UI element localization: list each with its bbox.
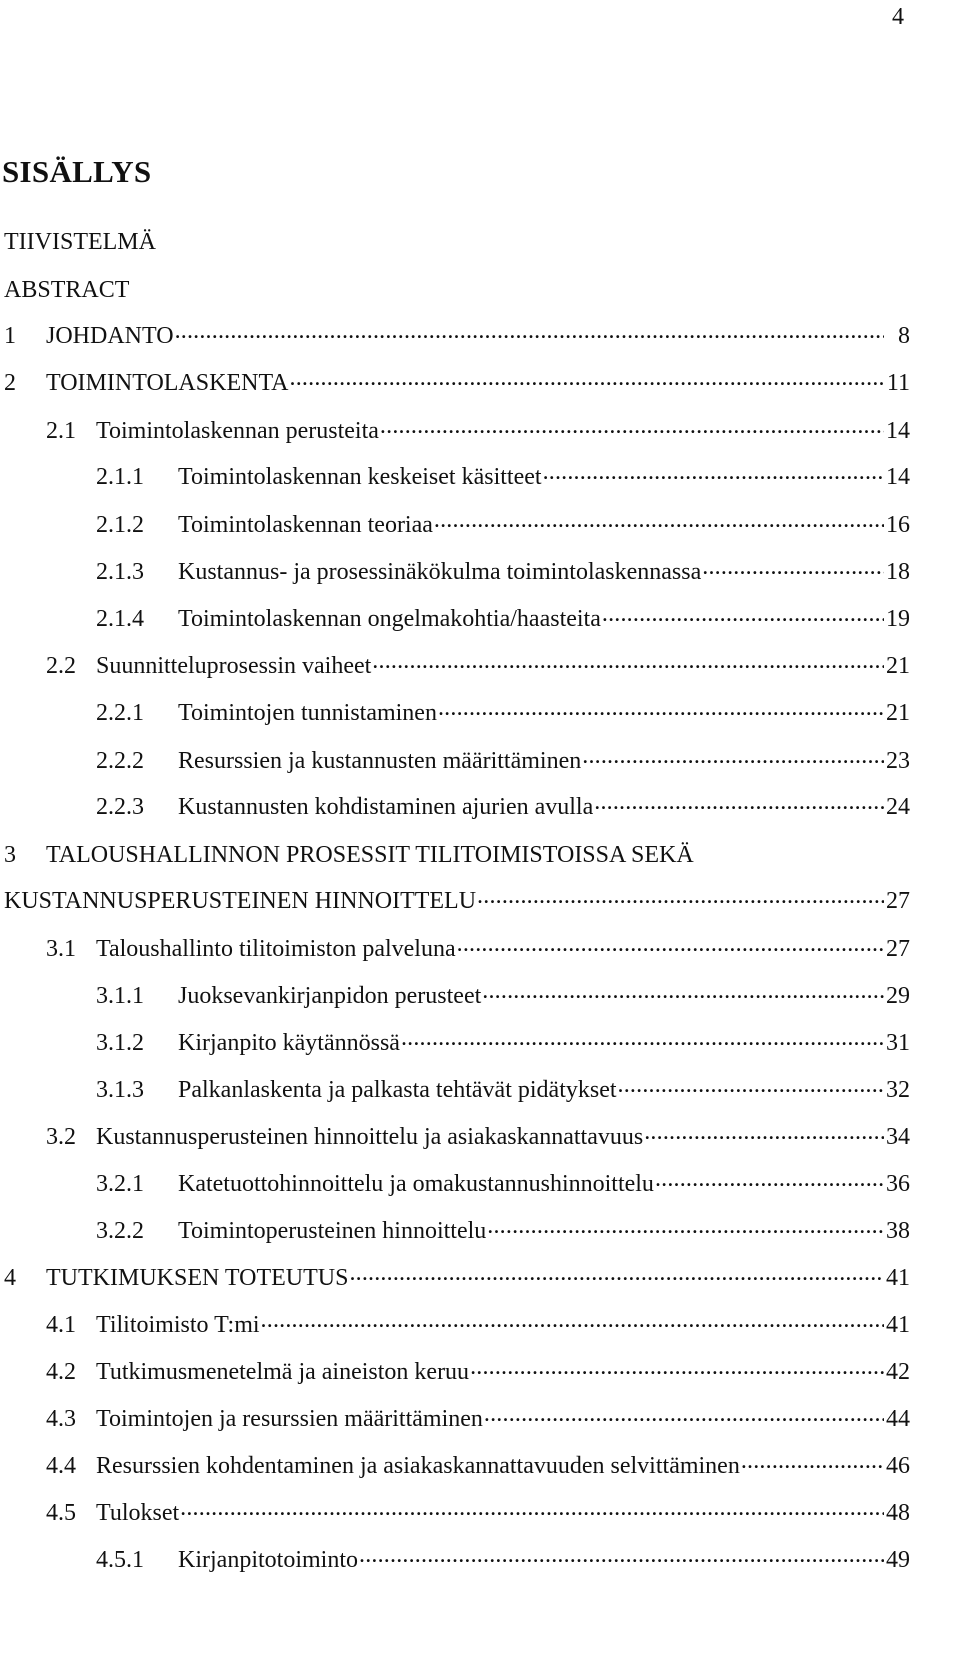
- dot-leader: [434, 508, 884, 532]
- toc-entry-title: Katetuottohinnoittelu ja omakustannushinnoittelu: [178, 1171, 654, 1197]
- toc-entry-3-1-3[interactable]: [4, 1070, 910, 1110]
- toc-entry-page: 36: [886, 1171, 910, 1197]
- toc-entry-page: 18: [886, 559, 910, 585]
- dot-leader: [482, 979, 884, 1003]
- toc-entry-number: 3.2.2: [96, 1218, 144, 1244]
- dot-leader: [543, 460, 884, 484]
- toc-entry-2-1-4[interactable]: [4, 599, 910, 639]
- page-title: SISÄLLYS: [2, 154, 152, 189]
- toc-entry-title: Palkanlaskenta ja palkasta tehtävät pidätykset: [178, 1077, 617, 1103]
- toc-entry-page: 11: [886, 370, 910, 396]
- dot-leader: [175, 319, 884, 343]
- toc-entry-title: JOHDANTO: [46, 323, 174, 349]
- toc-entry-number: 4.5: [46, 1500, 76, 1526]
- toc-entry-4[interactable]: [4, 1258, 910, 1298]
- toc-entry-page: 27: [886, 936, 910, 962]
- toc-entry-number: 2.1: [46, 418, 76, 444]
- toc-entry-page: 21: [886, 700, 910, 726]
- toc-entry-2-2-3[interactable]: [4, 787, 910, 827]
- toc-entry-title: Toimintojen ja resurssien määrittäminen: [96, 1406, 483, 1432]
- toc-entry-number: 2.2: [46, 653, 76, 679]
- toc-entry-number: 4.2: [46, 1359, 76, 1385]
- toc-entry-number: 3.2.1: [96, 1171, 144, 1197]
- toc-entry-page: 48: [886, 1500, 910, 1526]
- toc-entry-title: Toimintolaskennan teoriaa: [178, 512, 433, 538]
- toc-entry-number: 3.1.2: [96, 1030, 144, 1056]
- toc-entry-page: 41: [886, 1265, 910, 1291]
- toc-entry-4-2[interactable]: [4, 1352, 910, 1392]
- toc-entry-number: 2.1.1: [96, 464, 144, 490]
- toc-entry-2-1[interactable]: [4, 411, 910, 451]
- toc-entry-title: Resurssien ja kustannusten määrittäminen: [178, 748, 582, 774]
- toc-entry-2-2[interactable]: [4, 646, 910, 686]
- toc-entry-title: Tulokset: [96, 1500, 180, 1526]
- toc-entry-4-1[interactable]: [4, 1305, 910, 1345]
- toc-entry-3-1[interactable]: [4, 929, 910, 969]
- toc-entry-page: 16: [886, 512, 910, 538]
- toc-entry-title: Tutkimusmenetelmä ja aineiston keruu: [96, 1359, 470, 1385]
- toc-entry-page: 38: [886, 1218, 910, 1244]
- toc-entry-number: 2: [4, 370, 16, 396]
- dot-leader: [484, 1402, 884, 1426]
- dot-leader: [644, 1120, 884, 1144]
- toc-entry-page: 14: [886, 418, 910, 444]
- toc-entry-number: 3.1: [46, 936, 76, 962]
- toc-entry-page: 19: [886, 606, 910, 632]
- toc-entry-3[interactable]: [4, 835, 910, 875]
- toc-entry-title: Kustannus- ja prosessinäkökulma toimintolaskennassa: [178, 559, 702, 585]
- toc-entry-title: ABSTRACT: [4, 277, 130, 303]
- toc-entry-title: TALOUSHALLINNON PROSESSIT TILITOIMISTOISSA SEKÄ: [46, 842, 694, 868]
- toc-entry-title: Kustannusten kohdistaminen ajurien avulla: [178, 794, 594, 820]
- dot-leader: [594, 790, 884, 814]
- toc-entry-number: 4.4: [46, 1453, 76, 1479]
- toc-entry-title: Juoksevankirjanpidon perusteet: [178, 983, 482, 1009]
- toc-entry-page: 23: [886, 748, 910, 774]
- toc-entry-4-3[interactable]: [4, 1399, 910, 1439]
- toc-entry-title: Tilitoimisto T:mi: [96, 1312, 260, 1338]
- toc-entry-1[interactable]: [4, 316, 910, 356]
- toc-entry-title: Suunnitteluprosessin vaiheet: [96, 653, 372, 679]
- toc-entry-number: 4.1: [46, 1312, 76, 1338]
- toc-entry-page: 44: [886, 1406, 910, 1432]
- toc-entry-abstract[interactable]: [4, 270, 910, 310]
- toc-entry-number: 2.1.2: [96, 512, 144, 538]
- toc-entry-tiivistelma[interactable]: [4, 222, 910, 262]
- dot-leader: [655, 1167, 884, 1191]
- toc-entry-4-4[interactable]: [4, 1446, 910, 1486]
- toc-entry-title: Toimintolaskennan perusteita: [96, 418, 379, 444]
- dot-leader: [438, 696, 884, 720]
- dot-leader: [582, 744, 884, 768]
- toc-entry-title: Kirjanpito käytännössä: [178, 1030, 400, 1056]
- toc-entry-number: 2.1.3: [96, 559, 144, 585]
- toc-entry-title: Resurssien kohdentaminen ja asiakaskannattavuuden selvittäminen: [96, 1453, 740, 1479]
- toc-entry-3-continued[interactable]: [4, 881, 910, 921]
- toc-entry-page: 49: [886, 1547, 910, 1573]
- toc-entry-title: Toimintojen tunnistaminen: [178, 700, 437, 726]
- toc-entry-2-1-1[interactable]: [4, 457, 910, 497]
- dot-leader: [380, 414, 884, 438]
- toc-entry-title: Toimintolaskennan keskeiset käsitteet: [178, 464, 542, 490]
- toc-entry-page: 31: [886, 1030, 910, 1056]
- dot-leader: [261, 1308, 884, 1332]
- toc-entry-title: TIIVISTELMÄ: [4, 229, 156, 255]
- toc-entry-page: 8: [898, 323, 910, 349]
- toc-entry-number: 4.5.1: [96, 1547, 144, 1573]
- toc-entry-title: Toimintoperusteinen hinnoittelu: [178, 1218, 487, 1244]
- dot-leader: [741, 1449, 884, 1473]
- toc-entry-2-2-1[interactable]: [4, 693, 910, 733]
- toc-entry-page: 46: [886, 1453, 910, 1479]
- page-number: 4: [892, 4, 904, 30]
- toc-entry-page: 34: [886, 1124, 910, 1150]
- dot-leader: [618, 1073, 884, 1097]
- toc-entry-page: 29: [886, 983, 910, 1009]
- dot-leader: [477, 884, 884, 908]
- toc-entry-page: 42: [886, 1359, 910, 1385]
- toc-entry-number: 1: [4, 323, 16, 349]
- dot-leader: [487, 1214, 884, 1238]
- toc-entry-page: 27: [886, 888, 910, 914]
- dot-leader: [602, 602, 884, 626]
- dot-leader: [349, 1261, 884, 1285]
- toc-entry-title: TOIMINTOLASKENTA: [46, 370, 289, 396]
- toc-entry-number: 2.2.1: [96, 700, 144, 726]
- toc-entry-number: 3.2: [46, 1124, 76, 1150]
- dot-leader: [457, 932, 884, 956]
- toc-entry-2[interactable]: [4, 363, 910, 403]
- toc-entry-number: 3.1.3: [96, 1077, 144, 1103]
- toc-entry-3-2-2[interactable]: [4, 1211, 910, 1251]
- toc-entry-3-1-2[interactable]: [4, 1023, 910, 1063]
- toc-entry-title: Kirjanpitotoiminto: [178, 1547, 358, 1573]
- dot-leader: [401, 1026, 884, 1050]
- toc-entry-page: 14: [886, 464, 910, 490]
- toc-entry-page: 32: [886, 1077, 910, 1103]
- toc-entry-title: Taloushallinto tilitoimiston palveluna: [96, 936, 456, 962]
- toc-entry-number: 3.1.1: [96, 983, 144, 1009]
- dot-leader: [359, 1543, 884, 1567]
- toc-entry-number: 4: [4, 1265, 16, 1291]
- dot-leader: [470, 1355, 884, 1379]
- toc-entry-number: 4.3: [46, 1406, 76, 1432]
- toc-entry-page: 24: [886, 794, 910, 820]
- toc-entry-3-2-1[interactable]: [4, 1164, 910, 1204]
- dot-leader: [180, 1496, 884, 1520]
- toc-entry-number: 2.1.4: [96, 606, 144, 632]
- toc-entry-number: 2.2.3: [96, 794, 144, 820]
- toc-entry-title: KUSTANNUSPERUSTEINEN HINNOITTELU: [4, 888, 477, 914]
- toc-entry-title: TUTKIMUKSEN TOTEUTUS: [46, 1265, 349, 1291]
- dot-leader: [290, 366, 884, 390]
- toc-entry-title: Kustannusperusteinen hinnoittelu ja asiakaskannattavuus: [96, 1124, 644, 1150]
- toc-entry-3-1-1[interactable]: [4, 976, 910, 1016]
- toc-entry-3-2[interactable]: [4, 1117, 910, 1157]
- toc-entry-2-1-3[interactable]: [4, 552, 910, 592]
- toc-entry-2-1-2[interactable]: [4, 505, 910, 545]
- toc-entry-page: 21: [886, 653, 910, 679]
- dot-leader: [702, 555, 884, 579]
- toc-entry-2-2-2[interactable]: [4, 741, 910, 781]
- toc-entry-4-5-1[interactable]: [4, 1540, 910, 1580]
- dot-leader: [372, 649, 884, 673]
- toc-entry-4-5[interactable]: [4, 1493, 910, 1533]
- toc-entry-number: 2.2.2: [96, 748, 144, 774]
- toc-entry-page: 41: [886, 1312, 910, 1338]
- toc-entry-title: Toimintolaskennan ongelmakohtia/haasteita: [178, 606, 601, 632]
- toc-entry-number: 3: [4, 842, 16, 868]
